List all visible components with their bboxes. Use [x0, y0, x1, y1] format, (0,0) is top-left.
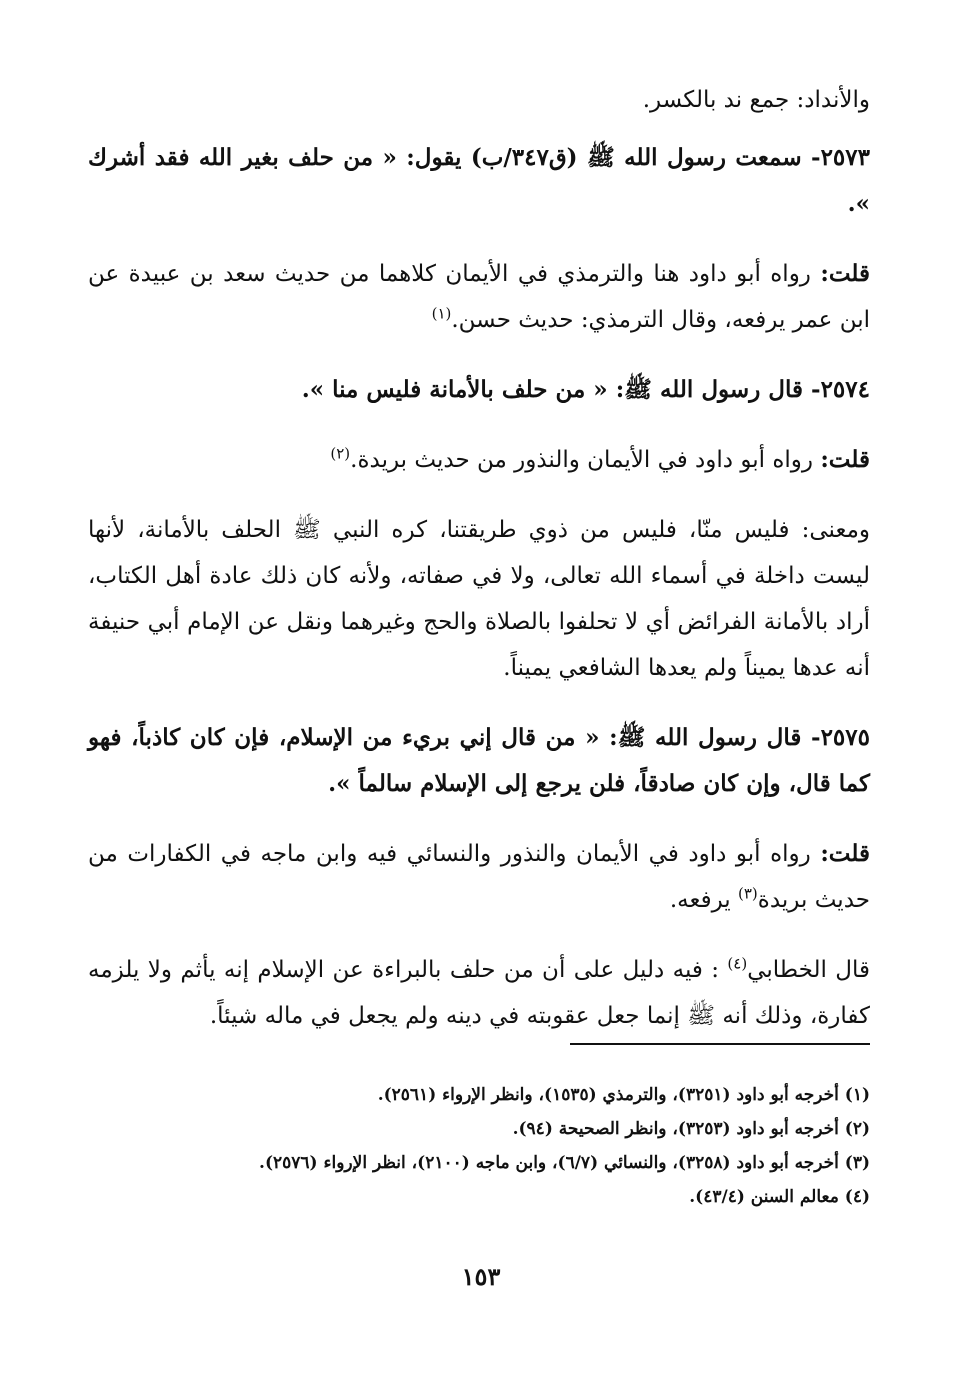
- hadith-number: ٢٥٧٤-: [811, 376, 870, 403]
- footnote-1: (١) أخرجه أبو داود (٣٢٥١)، والترمذي (١٥٣٥)، وانظر الإرواء (٢٥٦١).: [377, 1085, 870, 1105]
- footnotes: [160, 1078, 870, 1214]
- hadith-number: ٢٥٧٣-: [811, 144, 870, 171]
- hadith-2575: [88, 715, 870, 807]
- hadith-text: قال رسول الله ﷺ: « من قال إني بريء من الإسلام، فإن كان كاذباً، فهو كما قال، وإن كان صادقاً، فلن يرجع إلى الإسلام سالماً ».: [88, 724, 870, 797]
- comment-label: قلت:: [820, 260, 871, 287]
- comment-text: رواه أبو داود هنا والترمذي في الأيمان كلاهما من حديث سعد بن عبيدة عن ابن عمر يرفعه، وقال الترمذي: حديث حسن.: [88, 261, 870, 333]
- footnote-ref: (٢): [330, 444, 351, 463]
- footnote-3: (٣) أخرجه أبو داود (٣٢٥٨)، والنسائي (٦/٧)، وابن ماجه (٢١٠٠)، انظر الإرواء (٢٥٧٦).: [259, 1153, 870, 1173]
- hadith-text: سمعت رسول الله ﷺ (ق٣٤٧/ب) يقول: « من حلف بغير الله فقد أشرك ».: [88, 144, 870, 217]
- comment-label: قلت:: [820, 840, 870, 867]
- hadith-text: قال رسول الله ﷺ: « من حلف بالأمانة فليس منا ».: [301, 376, 804, 403]
- comment-text: رواه أبو داود في الأيمان والنذور من حديث بريدة.: [350, 447, 813, 473]
- comment-text: رواه أبو داود في الأيمان والنذور والنسائي فيه وابن ماجه في الكفارات من حديث بريدة: [88, 841, 870, 913]
- page-body: [88, 60, 870, 1063]
- comment-2574: [88, 437, 870, 483]
- footnote-divider: [570, 1043, 870, 1045]
- meaning-paragraph: ومعنى: فليس منّا، فليس من ذوي طريقتنا، كره النبي ﷺ الحلف بالأمانة، لأنها ليست داخلة في أسماء الله تعالى، ولا في صفاته، ولأنه كان ذلك عادة أهل الكتاب، أراد بالأمانة الفرائض أي لا تحلفوا بالصلاة والحج وغيرهما ونقل عن الإمام أبي حنيفة أنه عدها يميناً ولم يعدها الشافعي يميناً.: [88, 517, 870, 681]
- page-number: ١٥٣: [461, 1262, 501, 1291]
- footnote-ref: (٣): [738, 884, 758, 903]
- comment-2573: [88, 251, 870, 343]
- intro-line: والأنداد: جمع ند بالكسر.: [642, 87, 870, 113]
- hadith-number: ٢٥٧٥-: [811, 724, 870, 751]
- khattabi-text: : فيه دليل على أن من حلف بالبراءة عن الإسلام إنه يأثم ولا يلزمه كفارة، وذلك أنه ﷺ إنما جعل عقوبته في دينه ولم يجعل في ماله شيئاً.: [88, 957, 870, 1029]
- comment-label: قلت:: [820, 446, 870, 473]
- footnote-2: (٢) أخرجه أبو داود (٣٢٥٣)، وانظر الصحيحة (٩٤).: [512, 1119, 870, 1139]
- hadith-2573: [88, 135, 870, 227]
- comment-text-end: يرفعه.: [669, 887, 731, 913]
- khattabi-label: قال الخطابي: [747, 957, 870, 983]
- footnote-ref: (١): [431, 304, 452, 323]
- hadith-2574: [88, 367, 870, 413]
- footnote-ref: (٤): [727, 954, 748, 973]
- comment-2575: [88, 831, 870, 923]
- khattabi-paragraph: [88, 947, 870, 1039]
- footnote-4: (٤) معالم السنن (٤٣/٤).: [689, 1187, 870, 1207]
